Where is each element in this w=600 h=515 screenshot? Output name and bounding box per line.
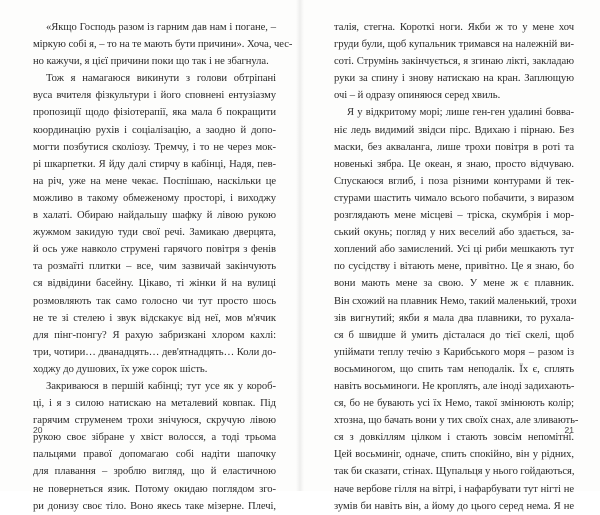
text-line: не повернеться язик. Потому окидаю поглядом зго- [33,483,276,495]
text-line: хоплений або замислений. Усі ці риби мешкають тут [334,244,574,256]
text-line: упіймати теплу течію з Карибського моря – разом із [334,346,574,358]
text-line: Спускаюся вглиб, і поза різними контурами й тек- [334,175,574,187]
right-page-number: 21 [564,425,574,435]
text-line: соті. Струмінь закінчується, я згинаю лікті, закладаю [334,56,574,68]
text-line: рі шкарпетки. Я йду далі стирчу в кабінці, Надя, пев- [33,158,276,170]
text-line: ський окунь; погляд у них веселий або здається, за- [334,227,574,239]
text-line: пальцями правої допомагаю собі надіти шапочку [33,449,276,461]
text-line: Я у відкритому морі; лише ген-ген удалині бовва- [347,107,574,119]
text-line: груди були, щоб купальник тримався на належній ви- [334,39,574,51]
text-line: на річ, уже на мене чекає. Поспішаю, наскільки це [33,175,276,187]
right-page-text [334,19,579,515]
text-line: «Якщо Господь разом із гарним дав нам і погане, – [46,22,276,33]
text-line: міркую собі я, – то на те мають бути причини». Хоча, чес- [33,39,293,51]
text-line: талія, стегна. Короткі ноги. Якби ж то у мене хоч [334,22,574,33]
text-line: для плавання – зроблю вигляд, що й еластичною [33,466,276,478]
text-line: ці, і я з силою натискаю на металевий ковпак. Під [33,398,276,410]
text-line: розмовляють так само голосно чи тут просто шось [33,295,276,307]
text-line: ходжу до душових, їх уже сорок шість. [33,363,208,375]
text-line: для пінг-понгу? Я рахую забризкані хлором кахлі: [33,329,276,341]
text-line: маски, без акваланга, лише трохи повітря в роті та [334,141,574,153]
text-line: очі – й одразу опиняюся серед хвиль. [334,90,501,102]
text-line: ся б швидше й умить дісталася до тієї скелі, щоб [334,329,574,341]
text-line: ри донизу своє тіло. Воно якесь таке мізерне. Плечі, [33,500,276,512]
text-line: зів вигнутий; якби я мала два плавники, то рухала- [334,312,574,324]
text-line: пропозиції щодо фізіотерапії, яка мала б покращити [33,107,276,119]
text-line: координацію рухів і соціалізацію, а заодно й допо- [33,124,276,136]
text-line: рукою своє зібране у хвіст волосся, а тоді трьома [33,432,276,444]
text-line: та розмаїті плитки – все, чим зазвичай закінчують [33,261,276,273]
text-line: могти позбутися сколіозу. Тремчу, і то не через мок- [33,141,276,153]
text-line: так би сказати, стінах. Щупальця у нього гойдаються, [334,466,575,478]
text-line: вуса вчителя фізкультури і його сповнені ентузіазму [33,90,276,102]
text-line: можливо в такому обмеженому просторі, і виходжу [33,192,276,204]
text-line: стурами шастить чимало всього побачити, з виразом [334,192,574,204]
text-line: зумів би навіть він, а йому до цього серед нема. Я не [334,500,574,512]
text-line: три, чотири… дванадцять… дев'ятнадцять… Коли до- [33,346,276,358]
text-line: Він схожий на плавник Немо, такий маленький, трохи [334,295,577,307]
text-line: но кажучи, я цієї причини поки що так і не збагнула. [33,56,269,68]
text-line: ніє ледь видимий звідси пірс. Вдихаю і пірнаю. Без [334,124,574,136]
right-page [300,0,600,512]
text-line: хтозна, що бачать вони у тих своїх снах, але зливають- [334,415,579,427]
text-line: Тож я намагаюся викинути з голови обтріпані [46,73,276,85]
text-line: вони мають мене за свою. У мене ж є плавник. [334,278,574,290]
text-line: ся відвідини басейну. Цікаво, ті жінки й на вулиці [33,278,276,290]
left-page-text [33,19,293,515]
text-line: в халаті. Обираю найдальшу шафку й лівою рукою [33,210,276,222]
text-line: й ось уже навколо струмені гарячого повітря з фенів [33,244,276,256]
text-line: не те зі стелею і звук відскакує від неї, мов м'ячик [33,312,276,324]
text-line: руки за спину і знову натискаю на кран. Заплющую [334,73,574,85]
text-line: Закриваюся в першій кабінці; тут усе як у короб- [46,380,276,392]
text-line: Цей восьминіг, одначе, спить спокійно, він у рідних, [334,449,574,461]
text-line: навіть восьминоги. Не кроплять, але іноді задихають- [334,380,575,392]
text-line: гарячим струменем трохи знічуюся, скручую лівою [33,415,276,427]
text-line: по сусідству і вітають мене, привітно. Це я знаю, бо [334,261,574,273]
text-line: жужмом закидую туди свої речі. Замикаю дверцята, [33,227,276,239]
left-page [0,0,300,512]
text-line: ся, бо не бувають усі їх Немо, такої змінюють колір; [334,398,574,410]
text-line: розглядають мене місцеві – тріска, скумбрія і мор- [334,210,574,222]
text-line: новенькі зябра. Це океан, я знаю, просто відчуваю. [334,158,574,170]
left-page-number: 20 [33,425,43,435]
text-line: ся з довкіллям цілком і стають зовсім непомітні. [334,432,574,444]
text-line: восьминогом, що спить там неподалік. Їх є, сплять [334,363,574,375]
text-line: наче вербове гілля на вітрі, і нафарбувати тут нігті не [334,483,574,495]
